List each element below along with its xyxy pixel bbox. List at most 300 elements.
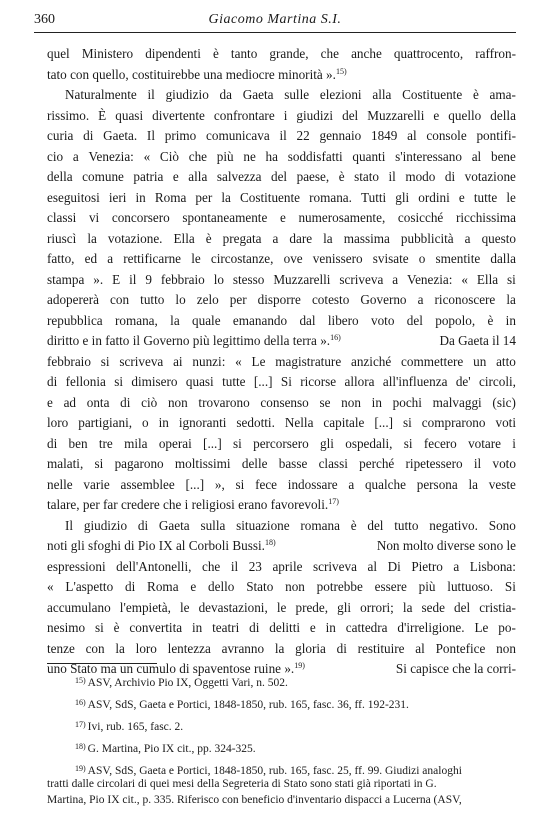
word: numerosamente,: [298, 210, 386, 225]
word: smentite: [435, 251, 481, 266]
word: stato: [354, 169, 379, 184]
body-line: [47, 106, 516, 127]
word: quel: [47, 46, 70, 61]
word: non: [167, 394, 188, 410]
word: sede: [421, 599, 445, 615]
body-line-tail: Non molto diverse sono le: [376, 538, 516, 553]
word: nelle: [47, 476, 73, 492]
word: dare: [289, 230, 313, 246]
word: di: [444, 169, 456, 184]
word: fellonia: [65, 374, 106, 389]
body-line: [47, 167, 516, 188]
word: con: [85, 640, 105, 656]
word: ordini: [418, 189, 450, 205]
body-line: [47, 270, 516, 291]
word: ieri: [108, 189, 127, 205]
word: ricchissima: [455, 210, 516, 225]
footnote-number: 15): [75, 676, 86, 685]
word: po-: [498, 620, 516, 635]
word: fece: [255, 476, 278, 492]
word: e: [47, 394, 53, 410]
word: [...]: [253, 374, 273, 389]
word: riconoscere: [434, 292, 496, 307]
word: ed: [84, 251, 98, 266]
word: si: [114, 374, 124, 389]
word: Le: [474, 620, 489, 635]
word: nunzi:: [192, 353, 226, 369]
word: gli: [337, 599, 352, 615]
word: tutto: [140, 292, 165, 307]
word: lentezza: [167, 640, 211, 656]
word: sedotti.: [236, 415, 275, 430]
footnotes: [47, 672, 522, 808]
word: delle: [241, 456, 268, 471]
word: comprarono: [421, 415, 486, 430]
word: comunicava: [206, 128, 270, 143]
word: commettere: [401, 353, 464, 369]
body-line: [47, 44, 516, 65]
word: bene: [490, 148, 516, 164]
word: a: [107, 251, 114, 266]
word: e: [433, 107, 440, 123]
word: un: [473, 353, 487, 369]
word: allora: [344, 374, 375, 389]
body-line: [47, 495, 516, 516]
word: ne: [243, 148, 256, 164]
word: della: [47, 169, 73, 184]
word: Ciò: [159, 148, 179, 164]
word: adopererà: [47, 292, 99, 307]
word: emanando: [232, 312, 288, 328]
word: circostanze,: [210, 251, 274, 266]
word: spontaneamente: [182, 210, 268, 225]
word: qualche: [364, 476, 406, 492]
body-line: [47, 188, 516, 209]
word: Gaeta: [242, 87, 274, 102]
word: Gaeta.: [103, 128, 138, 143]
body-line-tail: Si capisce che la corri-: [395, 661, 516, 676]
word: cotesto: [311, 292, 350, 307]
word: il: [147, 87, 155, 102]
word: febbraio: [160, 271, 205, 287]
word: nesimo: [47, 620, 86, 635]
word: percorsero: [253, 435, 309, 451]
body-line: [47, 352, 516, 373]
word: riuscì: [47, 230, 77, 246]
body-line: [47, 639, 516, 660]
word: i: [283, 107, 288, 123]
word: Le: [251, 353, 266, 369]
word: Ministero: [81, 46, 134, 61]
word: e: [458, 189, 465, 205]
word: dimisero: [131, 374, 178, 389]
word: del: [367, 517, 384, 533]
word: trovarono: [198, 394, 250, 410]
word: 9: [145, 271, 152, 287]
word: Tutti: [361, 189, 387, 205]
footnote-rule: [47, 663, 157, 664]
word: stampa: [47, 271, 85, 287]
word: E: [112, 271, 121, 287]
word: se: [319, 394, 331, 410]
footnote-number: 17): [75, 720, 86, 729]
word: e: [279, 210, 286, 225]
word: la: [402, 599, 413, 615]
word: vi: [88, 210, 100, 225]
word: luttuoso.: [447, 579, 494, 594]
word: di: [336, 640, 347, 656]
word: de': [455, 374, 471, 389]
word: cosicché: [397, 210, 444, 225]
word: disporre: [257, 292, 301, 307]
word: per: [229, 292, 247, 307]
word: questo: [481, 230, 516, 246]
word: all'influenza: [382, 374, 448, 389]
word: il: [230, 558, 239, 574]
word: non: [341, 394, 361, 410]
word: ben: [68, 435, 88, 451]
body-line: [47, 147, 516, 168]
word: Roma: [154, 189, 187, 205]
word: il: [129, 271, 137, 287]
word: ha: [265, 148, 278, 164]
body-line-text: diritto e in fatto il Governo più legittimo della terra ».: [47, 333, 331, 348]
word: pubblicità: [400, 230, 454, 246]
word: si: [403, 415, 412, 430]
word: la: [87, 230, 97, 246]
body-line: [47, 249, 516, 270]
footnote-text: G. Martina, Pio IX cit., pp. 324-325.: [87, 743, 256, 755]
word: si: [100, 353, 110, 369]
word: non: [496, 640, 516, 656]
word: è: [205, 230, 212, 246]
word: Di: [387, 558, 401, 574]
word: è: [472, 87, 479, 102]
word: «: [461, 271, 468, 287]
word: libero: [327, 312, 359, 328]
body-line-text: noti gli sfoghi di Pio IX al Corboli Bussi.: [47, 538, 265, 553]
word: del: [454, 599, 471, 615]
word: zelo: [196, 292, 219, 307]
word: «: [47, 579, 54, 594]
footnote: [47, 716, 522, 738]
word: dipendenti: [145, 46, 201, 61]
word: al: [367, 558, 378, 574]
word: classi: [318, 456, 348, 471]
word: Pontefice: [435, 640, 486, 656]
word: gli: [320, 435, 334, 451]
footnote: [47, 694, 522, 716]
word: gli: [395, 189, 410, 205]
body-line-text: uno Stato ma un cumulo di spaventose ruine ».: [47, 661, 295, 676]
word: del: [342, 107, 359, 123]
word: prede,: [295, 599, 329, 615]
word: romana.: [309, 189, 352, 205]
word: che: [188, 148, 208, 164]
word: ai: [173, 353, 183, 369]
word: Il: [65, 517, 74, 533]
word: Naturalmente: [65, 87, 137, 102]
word: giudizi: [296, 107, 334, 123]
footnote: [47, 672, 522, 694]
word: ad: [63, 394, 77, 410]
word: Nella: [284, 415, 314, 430]
word: la: [170, 312, 180, 328]
word: Muzzarelli: [367, 107, 425, 123]
word: modo: [405, 169, 436, 184]
word: ove: [283, 251, 303, 266]
word: consenso: [260, 394, 309, 410]
word: la: [221, 189, 231, 205]
word: è: [350, 517, 357, 533]
word: varie: [83, 476, 110, 492]
word: restituire: [357, 640, 405, 656]
word: 22: [296, 128, 310, 143]
body-line: [47, 577, 516, 598]
word: è: [338, 169, 345, 184]
word: Lisbona:: [469, 558, 516, 574]
word: quanti: [352, 148, 386, 164]
word: al: [415, 640, 425, 656]
word: febbraio: [47, 353, 91, 369]
word: in: [371, 394, 382, 410]
word: quello: [448, 107, 482, 123]
footnote-text: ASV, Archivio Pio IX, Oggetti Vari, n. 502.: [87, 677, 288, 689]
body-line: [47, 311, 516, 332]
word: grande,: [269, 46, 309, 61]
word: «: [235, 353, 242, 369]
word: ospedali,: [345, 435, 393, 451]
page-header: [34, 12, 516, 33]
word: al: [471, 148, 482, 164]
word: la: [506, 292, 516, 307]
body-line: [47, 536, 516, 557]
word: potrebbe: [316, 579, 363, 594]
word: ricorse: [300, 374, 337, 389]
footnote-number: 18): [75, 742, 86, 751]
word: svisate: [372, 251, 409, 266]
word: la: [115, 640, 125, 656]
word: della: [490, 107, 516, 123]
word: è: [487, 312, 494, 328]
word: alla: [372, 87, 392, 102]
word: veste: [488, 476, 516, 492]
word: quasi: [115, 107, 144, 123]
word: la: [323, 230, 333, 246]
word: loro: [135, 640, 157, 656]
word: si: [507, 271, 516, 287]
word: a: [417, 292, 424, 307]
body-line: [47, 475, 516, 496]
word: quale: [192, 312, 221, 328]
word: gloria: [295, 640, 326, 656]
footnote-ref: 15): [335, 66, 347, 76]
word: paese,: [296, 169, 330, 184]
word: popolo,: [435, 312, 476, 328]
word: rettificarne: [123, 251, 182, 266]
word: basse: [278, 456, 308, 471]
word: o: [418, 251, 426, 266]
word: i: [512, 435, 516, 451]
word: salvezza: [216, 169, 262, 184]
word: tutto: [394, 517, 419, 533]
word: L'aspetto: [65, 579, 114, 594]
body-line: [47, 85, 516, 106]
word: «: [143, 148, 151, 164]
word: giudizio: [83, 517, 128, 533]
word: di: [249, 620, 260, 635]
word: delitti: [269, 620, 301, 635]
footnote-number: 19): [75, 764, 86, 773]
body-line: [47, 413, 516, 434]
word: tenze: [47, 640, 75, 656]
word: per: [195, 189, 213, 205]
word: dalla: [490, 251, 516, 266]
word: in: [192, 620, 203, 635]
body-line-text: talare, per far credere che i religiosi erano favorevoli.: [47, 497, 329, 512]
body-line: [47, 229, 516, 250]
word: in: [505, 312, 516, 328]
word: atto: [496, 353, 516, 369]
word: di: [47, 435, 58, 451]
word: fecero: [423, 435, 457, 451]
word: si: [233, 435, 242, 451]
word: in: [158, 415, 169, 430]
word: di: [124, 579, 136, 594]
footnote-continuation-line: Martina, Pio IX cit., p. 335. Riferisco con beneficio d'inventario dispacci a Lucerna (ASV,: [47, 794, 462, 806]
body-text: [47, 44, 516, 680]
footnote: [47, 738, 522, 760]
word: persona: [416, 476, 458, 492]
footnote-continuation-line: tratti dalle circolari di quei mesi della Segreteria di Stato sono stati già riportati in G.: [47, 778, 437, 790]
word: lo: [175, 292, 186, 307]
word: indossare: [287, 476, 338, 492]
word: massima: [343, 230, 390, 246]
word: malati,: [47, 456, 84, 471]
word: convertita: [129, 620, 183, 635]
word: divertente: [152, 107, 205, 123]
word: assemblee: [120, 476, 175, 492]
word: raffron-: [475, 46, 516, 61]
word: [...]: [185, 476, 205, 492]
word: il: [279, 128, 287, 143]
footnote-text: ASV, SdS, Gaeta e Portici, 1848-1850, rub. 165, fasc. 36, ff. 192-231.: [87, 699, 409, 711]
word: più: [418, 579, 436, 594]
body-line: [47, 290, 516, 311]
word: malvaggi: [432, 394, 482, 410]
word: lo: [213, 271, 224, 287]
word: [...]: [203, 435, 222, 451]
word: Governo: [360, 292, 407, 307]
word: partigiani,: [78, 415, 133, 430]
word: si: [94, 620, 104, 635]
word: tutte: [473, 189, 498, 205]
body-line-tail: Da Gaeta il 14: [439, 333, 516, 348]
word: loro: [47, 415, 69, 430]
word: pochi: [392, 394, 422, 410]
word: aprile: [272, 558, 303, 574]
word: voti: [495, 415, 516, 430]
word: cattedra: [345, 620, 388, 635]
word: s'interessano: [395, 148, 462, 164]
word: tutte: [222, 374, 246, 389]
word: curia: [47, 128, 74, 143]
body-line: [47, 516, 516, 537]
word: pregata: [222, 230, 262, 246]
footnote-number: 16): [75, 698, 86, 707]
word: a: [453, 558, 460, 574]
word: anziché: [350, 353, 392, 369]
word: romana,: [114, 312, 158, 328]
word: espressioni: [47, 558, 106, 574]
word: Venezia:: [407, 271, 453, 287]
word: scriveva: [313, 558, 357, 574]
word: alla: [188, 169, 208, 184]
word: capitale: [323, 415, 365, 430]
word: l'empietà,: [119, 599, 171, 615]
word: cio: [47, 148, 64, 164]
word: scriveva: [339, 271, 384, 287]
body-line: [47, 126, 516, 147]
word: o: [142, 415, 149, 430]
footnote-text: Ivi, rub. 165, fasc. 2.: [87, 721, 184, 733]
word: repubblica: [47, 312, 103, 328]
footnote-ref: 17): [328, 497, 339, 506]
word: fatto,: [47, 251, 75, 266]
word: [...]: [374, 415, 394, 430]
body-line-text: tato con quello, costituirebbe una mediocre minorità ».: [47, 66, 336, 82]
word: venissero: [312, 251, 363, 266]
word: con: [110, 292, 130, 307]
word: Muzzarelli: [273, 271, 331, 287]
word: Roma: [147, 579, 179, 594]
running-head: Giacomo Martina S.I.: [208, 12, 342, 27]
word: si: [94, 456, 104, 471]
body-line: [47, 454, 516, 475]
word: scriveva: [119, 353, 164, 369]
word: a: [392, 271, 399, 287]
word: È: [98, 107, 107, 123]
word: tanto: [230, 46, 258, 61]
word: da: [219, 87, 232, 102]
word: è: [212, 46, 219, 61]
word: primo: [164, 128, 197, 143]
word: ».: [93, 271, 104, 287]
word: accumulano: [47, 599, 111, 615]
word: al: [407, 128, 417, 143]
word: giudizio: [165, 87, 209, 102]
body-line: [47, 434, 516, 455]
word: patria: [133, 169, 164, 184]
word: votazione.: [107, 230, 163, 246]
word: 23: [248, 558, 262, 574]
word: classi: [47, 210, 77, 225]
word: onta: [86, 394, 110, 410]
footnote-text: ASV, SdS, Gaeta e Portici, 1848-1850, rub. 165, fasc. 25, ff. 99. Giudizi analoghi: [87, 765, 462, 777]
word: »,: [214, 476, 225, 492]
word: magistrature: [275, 353, 342, 369]
word: anche: [351, 46, 382, 61]
page-number: 360: [34, 12, 55, 27]
word: in: [135, 189, 146, 205]
word: le: [191, 251, 201, 266]
word: elezioni: [319, 87, 362, 102]
body-line: [47, 372, 516, 393]
word: sulla: [200, 517, 226, 533]
word: di: [47, 374, 58, 389]
body-line: [47, 65, 516, 86]
word: concorsero: [111, 210, 170, 225]
